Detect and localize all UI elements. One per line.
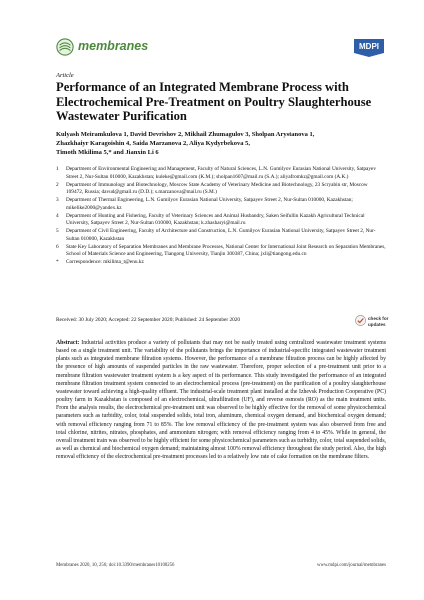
affiliation-item	[56, 228, 386, 243]
affiliations-list	[56, 166, 386, 267]
affiliation-number: 5	[56, 228, 59, 234]
authors-line-3: Timoth Mkilima 5,* and Jianxin Li 6	[56, 149, 159, 157]
affiliation-item	[56, 244, 386, 259]
affiliation-number: 2	[56, 181, 59, 188]
journal-name: membranes	[78, 39, 149, 53]
correspondence-text: Correspondence: mkilima_t@enu.kz	[66, 259, 144, 265]
authors-block	[56, 130, 386, 158]
affiliation-number: 4	[56, 212, 59, 219]
affiliation-item	[56, 213, 386, 228]
article-type: Article	[56, 72, 74, 79]
affiliation-item	[56, 182, 386, 197]
affiliation-text: Department of Environmental Engineering and Management, Faculty of Natural Sciences, L.N. Gumilyov Eurasian National University, Satpayev Street 2, Nur-Sultan 010000, Kazakhstan; kuleke@gmail.com (K.M.); sholpan1607@mail.ru (S.A.); aliyafromkz@gmail.com (A.K.)	[66, 166, 377, 180]
affiliation-text: Department of Hunting and Fishering, Faculty of Veterinary Sciences and Animal Husbandry, Saken Seifullin Kazakh Agricultural Technical University, Satpayev Street 2, Nur-Sultan 010000, Kazakhstan; k.zhasharyi@mail.ru	[66, 212, 365, 226]
correspondence-mark: *	[56, 259, 59, 265]
journal-header	[56, 36, 386, 60]
check-updates-icon	[355, 315, 366, 326]
publication-dates: Received: 30 July 2020; Accepted: 22 September 2020; Published: 24 September 2020	[56, 317, 241, 323]
check-for-updates-badge[interactable]	[355, 313, 391, 335]
mdpi-logo	[352, 38, 386, 58]
authors-line-2: Zhazkhaiyr Karagoishin 4, Saida Marzanova 2, Aliya Kydyrbekova 5,	[56, 140, 251, 148]
affiliation-text: Department of Thermal Engineering, L.N. Gumilyov Eurasian National University, Satpayev Street 2, Nur-Sultan 010000, Kazakhstan; mikelike2000@yandex.kz	[66, 197, 353, 211]
affiliation-item	[56, 197, 386, 212]
svg-text:MDPI: MDPI	[359, 42, 379, 51]
paper-title: Performance of an Integrated Membrane Process with Electrochemical Pre-Treatment on Poultry Slaughterhouse Wastewater Purification	[56, 80, 372, 123]
footer-website-link[interactable]: www.mdpi.com/journal/membranes	[317, 563, 386, 568]
abstract-section	[56, 339, 386, 461]
correspondence-item	[56, 259, 386, 267]
authors-line-1: Kulyash Meiramkulova 1, David Devrishov 2, Mikhail Zhumagulov 3, Sholpan Arystanova 1,	[56, 131, 315, 138]
abstract-text: Industrial activities produce a variety of pollutants that may not be easily treated using centralized wastewater treatment systems based on a single treatment unit. The variability of the pollutants brings the importance of industrial-specific integrated wastewater treatment plants such as integrated membrane filtration systems. However, the performance of a membrane filtration process can be highly affected by the presence of high amounts of suspended particles in the raw wastewater. Therefore, proper selection of a pre-treatment unit prior to a membrane filtration wastewater treatment system is a key aspect of its performance. This study investigated the performance of an integrated membrane filtration treatment system connected to an electrochemical process (pre-treatment) on the purification of a poultry slaughterhouse wastewater toward achieving a high-quality effluent. The industrial-scale treatment plant installed at the Izhevsk Production Cooperative (PC) poultry farm in Kazakhstan is composed of an electrochemical, ultrafiltration (UF), and reverse osmosis (RO) as the main treatment units. From the analysis results, the electrochemical pre-treatment unit was observed to be highly effective for the removal of some physicochemical parameters such as turbidity, color, total suspended solids, total iron, aluminum, chemical oxygen demand, and biochemical oxygen demand; with removal efficiency ranging from 71 to 85%. The low removal efficiency of the pre-treatment system was also observed from free and total chlorine, nitrites, nitrates, phosphates, and ammonium nitrogen; with removal efficiency ranging from 4 to 45%. While in general, the overall treatment train was observed to be highly efficient for some physicochemical parameters such as turbidity, color, total suspended solids, as well as chemical and biochemical oxygen demand; maintaining almost 100% removal efficiency throughout the study period. Also, the high removal efficiency of the electrochemical pre-treatment processes led to a relatively low rate of cake formation on the membrane filters.	[56, 340, 387, 461]
affiliation-text: Department of Civil Engineering, Faculty of Architecture and Construction, L.N. Gumilyov Eurasian National University, Satpayev Street 2, Nur-Sultan 010000, Kazakhstan	[66, 228, 376, 242]
affiliation-number: 3	[56, 197, 59, 203]
affiliation-item	[56, 166, 386, 181]
footer-citation: Membranes 2020, 10, 256; doi:10.3390/membranes10100256	[56, 563, 175, 568]
affiliation-number: 1	[56, 166, 59, 172]
affiliation-text: Department of Immunology and Biotechnology, Moscow State Academy of Veterinary Medicine and Biotechnology, 23 Scryabin str, Moscow 109472, Russia; davud@gmail.ru (D.D.); s.marzanova@mail.ru (S.M.)	[66, 181, 368, 195]
check-updates-label: check for updates	[368, 316, 389, 327]
affiliation-text: State Key Laboratory of Separation Membranes and Membrane Processes, National Center for International Joint Research on Separation Membranes, School of Materials Science and Engineering, Tiangong University, Tianjin 300387, China; jxli@tiangong.edu.cn	[66, 243, 386, 257]
journal-logo-icon	[56, 38, 74, 56]
affiliation-number: 6	[56, 243, 59, 250]
abstract-label: Abstract:	[56, 340, 80, 346]
